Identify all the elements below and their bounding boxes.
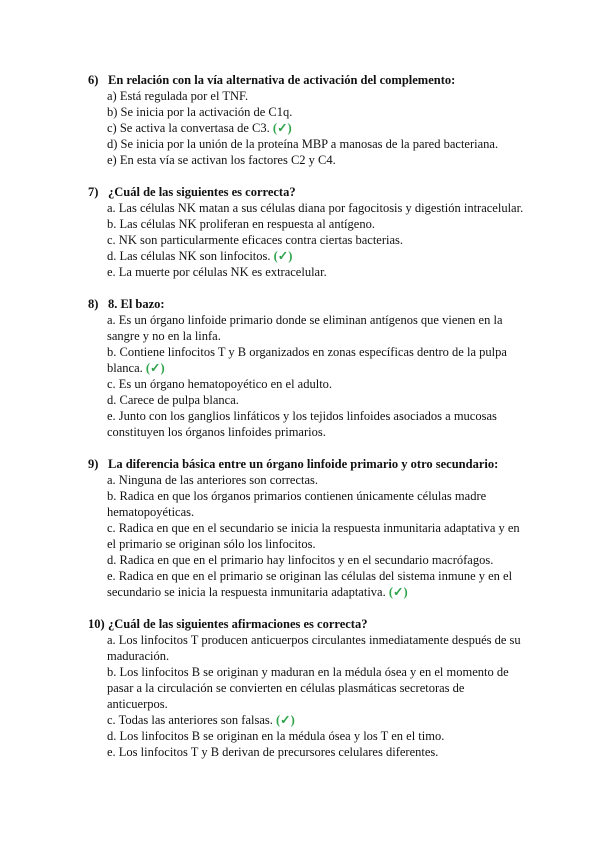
answer-options <box>107 472 527 600</box>
option-b: b. Las células NK proliferan en respuesta al antígeno. <box>107 217 375 231</box>
option-a: a. Ninguna de las anteriores son correctas. <box>107 473 319 487</box>
option-a: a. Los linfocitos T producen anticuerpos circulantes inmediatamente después de su maduración. <box>107 633 521 663</box>
option-a: a) Está regulada por el TNF. <box>107 89 249 103</box>
correct-check-icon: (✓) <box>273 249 293 263</box>
question-number: 10) <box>88 617 105 631</box>
question-10 <box>0 616 600 760</box>
question-text: La diferencia básica entre un órgano linfoide primario y otro secundario: <box>108 457 499 471</box>
question-number: 8) <box>88 297 99 311</box>
question-9 <box>0 456 600 600</box>
answer-options <box>107 632 527 760</box>
question-text: ¿Cuál de las siguientes afirmaciones es correcta? <box>108 617 368 631</box>
option-c: c. Es un órgano hematopoyético en el adulto. <box>107 377 333 391</box>
question-8 <box>0 296 600 440</box>
option-c: c) Se activa la convertasa de C3. (✓) <box>107 121 292 135</box>
question-title <box>88 296 600 312</box>
option-b: b. Los linfocitos B se originan y maduran en la médula ósea y en el momento de pasar a la circulación se convierten en células plasmáticas secretoras de anticuerpos. <box>107 665 509 711</box>
option-a: a. Las células NK matan a sus células diana por fagocitosis y digestión intracelular. <box>107 201 524 215</box>
option-e: e. Junto con los ganglios linfáticos y los tejidos linfoides asociados a mucosas constituyen los órganos linfoides primarios. <box>107 409 497 439</box>
option-b: b. Contiene linfocitos T y B organizados en zonas específicas dentro de la pulpa blanca. (✓) <box>107 345 507 375</box>
option-e: e. Radica en que en el primario se originan las células del sistema inmune y en el secundario se inicia la respuesta inmunitaria adaptativa. (✓) <box>107 569 513 599</box>
option-c: c. Radica en que en el secundario se inicia la respuesta inmunitaria adaptativa y en el primario se originan sólo los linfocitos. <box>107 521 520 551</box>
option-d: d. Los linfocitos B se originan en la médula ósea y los T en el timo. <box>107 729 445 743</box>
answer-options <box>107 312 527 440</box>
question-number: 9) <box>88 457 99 471</box>
option-d: d. Carece de pulpa blanca. <box>107 393 239 407</box>
option-d: d) Se inicia por la unión de la proteína MBP a manosas de la pared bacteriana. <box>107 137 499 151</box>
option-d: d. Las células NK son linfocitos. (✓) <box>107 249 293 263</box>
question-number: 7) <box>88 185 99 199</box>
option-e: e. La muerte por células NK es extracelular. <box>107 265 327 279</box>
question-6 <box>0 72 600 168</box>
option-c: c. Todas las anteriores son falsas. (✓) <box>107 713 295 727</box>
correct-check-icon: (✓) <box>388 585 408 599</box>
option-d: d. Radica en que en el primario hay linfocitos y en el secundario macrófagos. <box>107 553 494 567</box>
option-a: a. Es un órgano linfoide primario donde se eliminan antígenos que vienen en la sangre y no en la linfa. <box>107 313 503 343</box>
question-title <box>88 184 600 200</box>
question-7 <box>0 184 600 280</box>
correct-check-icon: (✓) <box>272 121 292 135</box>
correct-check-icon: (✓) <box>145 361 165 375</box>
option-e: e. Los linfocitos T y B derivan de precursores celulares diferentes. <box>107 745 439 759</box>
question-title <box>88 456 600 472</box>
question-number: 6) <box>88 73 99 87</box>
option-b: b. Radica en que los órganos primarios contienen únicamente células madre hematopoyéticas. <box>107 489 487 519</box>
question-text: En relación con la vía alternativa de activación del complemento: <box>108 73 456 87</box>
option-c: c. NK son particularmente eficaces contra ciertas bacterias. <box>107 233 404 247</box>
option-b: b) Se inicia por la activación de C1q. <box>107 105 293 119</box>
correct-check-icon: (✓) <box>276 713 295 727</box>
answer-options <box>107 200 527 280</box>
option-e: e) En esta vía se activan los factores C2 y C4. <box>107 153 336 167</box>
question-title <box>88 616 600 632</box>
question-title <box>88 72 600 88</box>
answer-options <box>107 88 527 168</box>
question-text: ¿Cuál de las siguientes es correcta? <box>108 185 296 199</box>
question-text: 8. El bazo: <box>108 297 165 311</box>
